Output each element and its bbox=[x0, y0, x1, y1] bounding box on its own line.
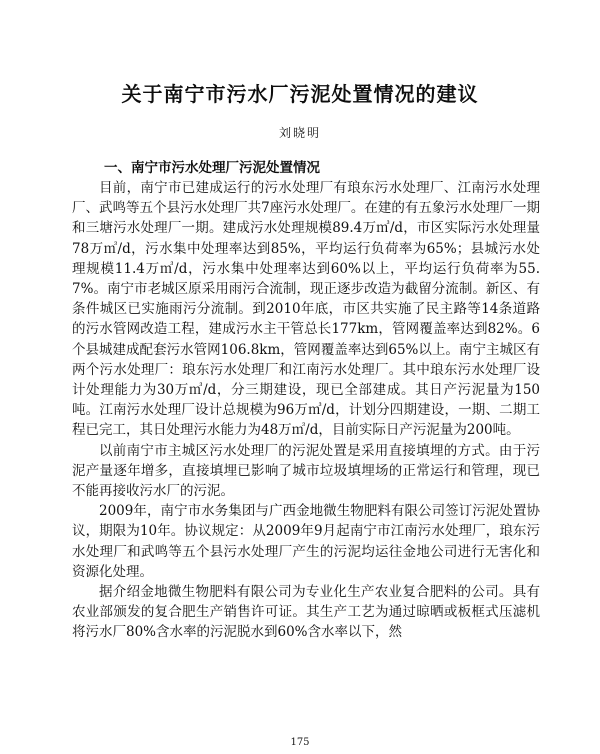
body-text bbox=[72, 178, 540, 643]
paragraph: 目前，南宁市已建成运行的污水处理厂有琅东污水处理厂、江南污水处理厂、武鸣等五个县污水处理厂共7座污水处理厂。在建的有五象污水处理厂一期和三塘污水处理厂一期。建成污水处理规模89.4万㎥/d，市区实际污水处理量78万㎥/d，污水集中处理率达到85%，平均运行负荷率为65%；县城污水处理规模11.4万㎥/d，污水集中处理率达到60%以上，平均运行负荷率为55.7%。南宁市老城区原采用雨污合流制，现正逐步改造为截留分流制。新区、有条件城区已实施雨污分流制。到2010年底，市区共实施了民主路等14条道路的污水管网改造工程，建成污水主干管总长177km，管网覆盖率达到82%。6个县城建成配套污水管网106.8km，管网覆盖率达到65%以上。南宁主城区有两个污水处理厂：琅东污水处理厂和江南污水处理厂。其中琅东污水处理厂设计处理能力为30万㎥/d，分三期建设，现已全部建成。其日产污泥量为150吨。江南污水处理厂设计总规模为96万㎥/d，计划分四期建设，一期、二期工程已完工，其日处理污水能力为48万㎥/d，目前实际日产污泥量为200吨。 bbox=[72, 180, 540, 439]
author-name: 刘晓明 bbox=[278, 126, 321, 140]
section-heading: 一、南宁市污水处理厂污泥处置情况 bbox=[104, 160, 320, 176]
page-number: 175 bbox=[290, 737, 310, 748]
paragraph: 2009年，南宁市水务集团与广西金地微生物肥料有限公司签订污泥处置协议，期限为10年。协议规定：从2009年9月起南宁市江南污水处理厂，琅东污水处理厂和武鸣等五个县污水处理厂产生的污泥均运往金地公司进行无害化和资源化处理。 bbox=[72, 503, 540, 580]
paragraph: 以前南宁市主城区污水处理厂的污泥处置是采用直接填埋的方式。由于污泥产量逐年增多，直接填埋已影响了城市垃圾填埋场的正常运行和管理，现已不能再接收污水厂的污泥。 bbox=[72, 442, 540, 500]
paragraph: 据介绍金地微生物肥料有限公司为专业化生产农业复合肥料的公司。具有农业部颁发的复合肥生产销售许可证。其生产工艺为通过晾晒或板框式压滤机将污水厂80%含水率的污泥脱水到60%含水率以下，然 bbox=[72, 584, 540, 641]
page-title: 关于南宁市污水厂污泥处置情况的建议 bbox=[121, 82, 479, 106]
